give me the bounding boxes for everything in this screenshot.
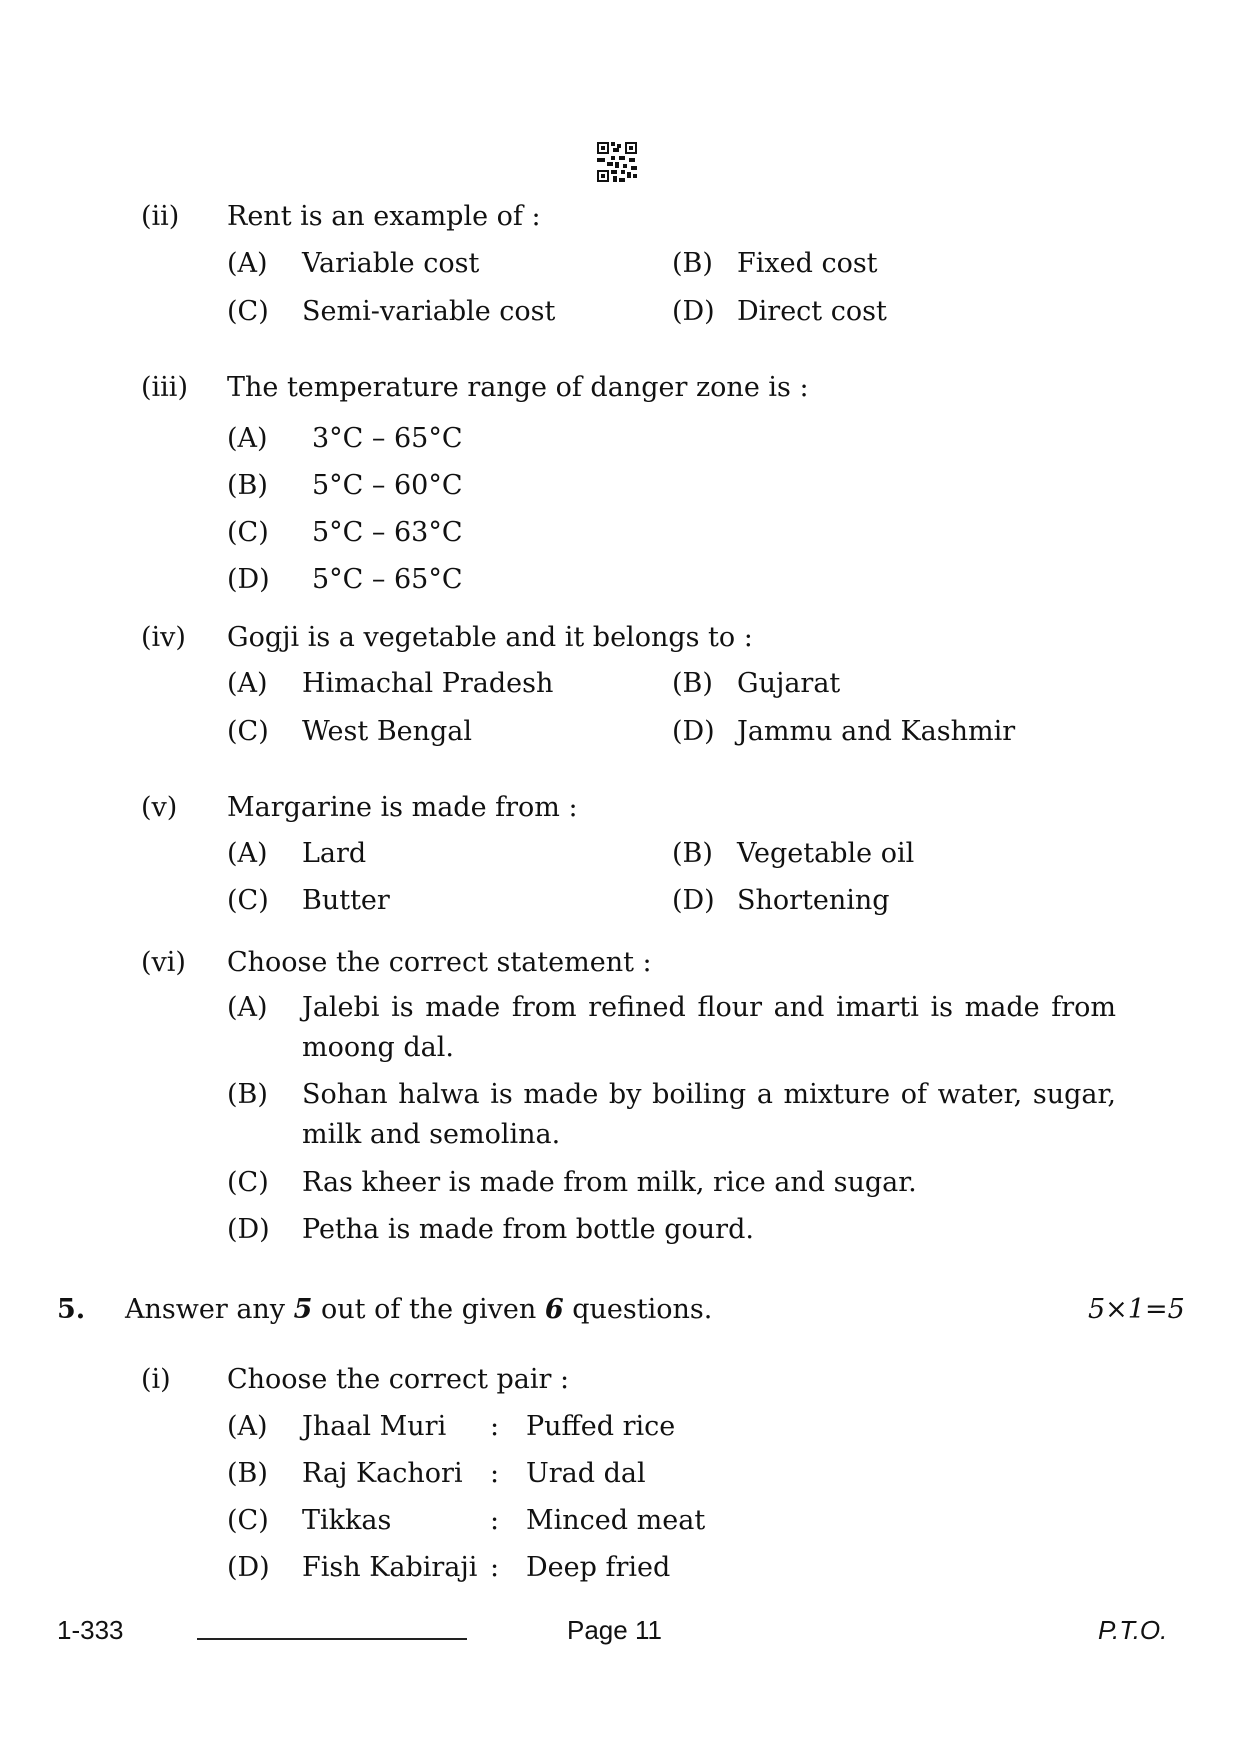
option-label: (A) <box>227 668 268 699</box>
pair-separator: : <box>490 1458 500 1489</box>
qr-code <box>597 142 637 182</box>
option-label: (D) <box>227 1552 270 1583</box>
option-label: (B) <box>672 668 713 699</box>
pair-left: Raj Kachori <box>302 1458 463 1489</box>
option-text: Gujarat <box>737 668 841 699</box>
option-label: (D) <box>672 885 715 916</box>
question-stem: Margarine is made from : <box>227 792 578 823</box>
option-text: Jammu and Kashmir <box>737 716 1016 747</box>
count-total: 6 <box>544 1294 564 1325</box>
question-stem: Rent is an example of : <box>227 201 541 232</box>
option-label: (D) <box>672 296 715 327</box>
pair-left: Fish Kabiraji <box>302 1552 478 1583</box>
pair-left: Jhaal Muri <box>302 1411 447 1442</box>
option-text: Lard <box>302 838 367 869</box>
option-text: 5°C – 63°C <box>312 517 463 548</box>
page-number: Page 11 <box>567 1615 662 1645</box>
question-number: (iii) <box>141 372 188 403</box>
pair-right: Urad dal <box>526 1458 646 1489</box>
option-text: Sohan halwa is made by boiling a mixture of water, sugar, milk and semolina. <box>302 1079 1116 1150</box>
option-label: (D) <box>227 564 270 595</box>
option-label: (C) <box>227 716 269 747</box>
option-label: (A) <box>227 992 268 1023</box>
paper-code: 1-333 <box>57 1615 124 1645</box>
option-label: (C) <box>227 517 269 548</box>
question-number: (v) <box>141 792 178 823</box>
question-stem: The temperature range of danger zone is : <box>227 372 809 403</box>
option-text: 5°C – 65°C <box>312 564 463 595</box>
option-label: (A) <box>227 838 268 869</box>
option-label: (B) <box>227 470 268 501</box>
option-text: 5°C – 60°C <box>312 470 463 501</box>
option-text: Shortening <box>737 885 890 916</box>
option-text: West Bengal <box>302 716 473 747</box>
question-number: (iv) <box>141 622 186 653</box>
pair-right: Deep fried <box>526 1552 671 1583</box>
pair-separator: : <box>490 1552 500 1583</box>
option-text: Himachal Pradesh <box>302 668 554 699</box>
option-label: (C) <box>227 296 269 327</box>
question-number: (i) <box>141 1364 171 1395</box>
option-label: (C) <box>227 1505 269 1536</box>
question-number: 5. <box>57 1294 86 1325</box>
option-text: Vegetable oil <box>737 838 915 869</box>
option-text: Butter <box>302 885 390 916</box>
option-label: (B) <box>227 1458 268 1489</box>
pto-label: P.T.O. <box>1098 1615 1168 1645</box>
question-number: (vi) <box>141 947 186 978</box>
option-label: (A) <box>227 1411 268 1442</box>
option-text: Jalebi is made from refined flour and imarti is made from moong dal. <box>302 992 1116 1063</box>
footer-rule <box>197 1638 467 1640</box>
option-text: Petha is made from bottle gourd. <box>302 1214 754 1245</box>
pair-left: Tikkas <box>302 1505 392 1536</box>
option-label: (A) <box>227 248 268 279</box>
option-text: Ras kheer is made from milk, rice and sugar. <box>302 1167 917 1198</box>
pair-right: Puffed rice <box>526 1411 676 1442</box>
marks: 5×1=5 <box>1088 1294 1185 1325</box>
option-text: Semi-variable cost <box>302 296 556 327</box>
option-text: Variable cost <box>302 248 480 279</box>
pair-separator: : <box>490 1505 500 1536</box>
option-label: (C) <box>227 1167 269 1198</box>
option-label: (B) <box>672 838 713 869</box>
count-answer: 5 <box>293 1294 313 1325</box>
question-stem: Choose the correct statement : <box>227 947 652 978</box>
pair-right: Minced meat <box>526 1505 706 1536</box>
option-label: (D) <box>672 716 715 747</box>
question-stem: Gogji is a vegetable and it belongs to : <box>227 622 753 653</box>
option-text: Fixed cost <box>737 248 878 279</box>
question-stem: Choose the correct pair : <box>227 1364 570 1395</box>
pair-separator: : <box>490 1411 500 1442</box>
option-text: 3°C – 65°C <box>312 423 463 454</box>
option-label: (D) <box>227 1214 270 1245</box>
option-label: (B) <box>227 1079 268 1110</box>
option-label: (B) <box>672 248 713 279</box>
option-label: (C) <box>227 885 269 916</box>
option-text: Direct cost <box>737 296 887 327</box>
option-label: (A) <box>227 423 268 454</box>
question-number: (ii) <box>141 201 180 232</box>
question-instruction: Answer any 5 out of the given 6 questions. <box>125 1294 713 1325</box>
